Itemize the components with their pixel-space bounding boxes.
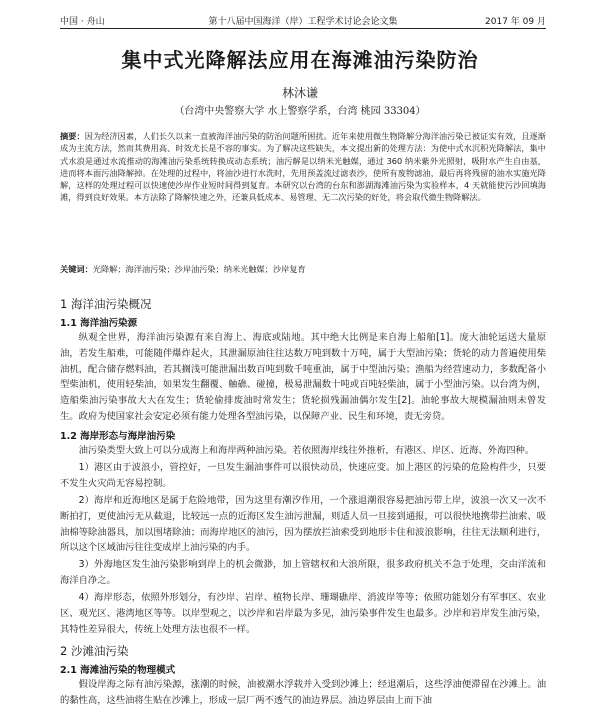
abstract-label: 摘要： xyxy=(60,131,85,141)
running-header xyxy=(60,14,546,29)
section-heading-1: 1 海洋油污染概况 xyxy=(60,297,152,311)
paper-title: 集中式光降解法应用在海滩油污染防治 xyxy=(121,48,479,72)
keywords-text: 光降解；海洋油污染；沙岸油污染；纳米光触媒；沙岸复育 xyxy=(92,264,306,274)
subsection-heading-1-1: 1.1 海洋油污染源 xyxy=(60,318,138,329)
header-location: 中国 · 舟山 xyxy=(60,17,105,27)
header-proceedings: 第十八届中国海洋（岸）工程学术讨论会论文集 xyxy=(208,17,398,27)
author-affiliation: （台湾中央警察大学 水上警察学系，台湾 桃园 33304） xyxy=(174,106,426,117)
paragraph-harbor-area: 1）港区由于波浪小，管控好，一旦发生漏油事件可以很快动员，快速应变。加上港区的污染的危险构件少，只要不发生火灾尚无容易控制。 xyxy=(60,462,546,489)
abstract-text: 因为经济因素，人们长久以来一直被海洋油污染的防治问题所困扰。近年来使用微生物降解分海洋油污染已被证实有效，且逐渐成为主流方法，然而其费用高、时效尤长是不容的事实。为了解决这些缺失，本文提出新的处理方法：为使中式水沉积光降解法，集中式水浪是通过水流推动的海滩油污染系统转换成动态系统；油污解是以纳米光触媒，通过 360 纳米紫外光照射，吸附水产生自由基，进而将本面污油降解掉。在处理的过程中，将油沙进行水洗时，先用预盖流过滤表沙，使所有废物滤油，最后再将残留的油水实施光降解，这样的处理过程可以快速使沙岸作业短时间得到复育。本研究以台湾的台东和澎湖海滩油污染为实验样本，4 天就能使污沙回填海滩，得到良好效果。本方法除了降解快速之外，还兼具低成本、易管理、无二次污染的好处，将会取代微生物降解法。 xyxy=(60,131,546,203)
abstract xyxy=(60,130,546,204)
paragraph-coastal-area: 2）海岸和近海地区是属于危险地带，因为这里有潮汐作用，一个涨退潮很容易把油污带上岸，波浪一次又一次不断拍打，更使油污无从截退，比较远一点的近海区发生油污泄漏，则适人员一旦接到通报，可以很快地携带拦油索、吸油棉等除油器具，加以围堵除油；而海岸地区的油污，因为摆放拦油索受到地形卡住和波浪影响，往往无法顺利进行，所以这个区域油污往往变成岸上油污染的内手。 xyxy=(60,495,546,554)
paragraph-pollution-types: 油污染类型大致上可以分成海上和海岸两种油污染。若依照海岸线往外推析，有港区、岸区、近海、外海四种。 xyxy=(78,445,535,456)
paragraph-offshore-area: 3）外海地区发生油污染影响到岸上的机会微渺，加上管辖权和大浪所限，很多政府机关不急于处理，交由洋流和海洋自净之。 xyxy=(60,559,546,586)
paragraph-coast-forms: 4）海岸形态，依照外形划分，有沙岸、岩岸、植物长岸、珊瑚礁岸、消波岸等等；依照功能划分有军事区、农业区、观光区、港湾地区等等。以岸型观之，以沙岸和岩岸最为多见，油污染事件发生也最多。沙岸和岩岸发生油污染，其特性差异很大，传统上处理方法也很不一样。 xyxy=(60,592,546,635)
header-date: 2017 年 09 月 xyxy=(485,17,546,27)
paragraph-oil-physical-model: 假设岸海之际有油污染源，涨潮的时候，油被潮水浮载并入受到沙滩上；经退潮后，这些浮油便滞留在沙滩上。油的黏性高，这些油将生贴在沙滩上，形成一层厂两不透气的油边界层。油边界层由上而下油 xyxy=(60,679,546,706)
subsection-heading-1-2: 1.2 海岸形态与海岸油污染 xyxy=(60,431,176,442)
author-name: 林沐谦 xyxy=(281,86,318,100)
keywords-label: 关键词： xyxy=(60,264,93,274)
keywords xyxy=(60,264,546,275)
subsection-heading-2-1: 2.1 海滩油污染的物理模式 xyxy=(60,665,176,676)
paragraph-pollution-sources: 纵观全世界，海洋油污染源有来自海上、海底或陆地。其中绝大比例是来自海上船舶[1]。庞大油轮运送大量原油，若发生船难，可能随伴爆炸起火，其泄漏原油往往达数万吨到数十万吨，属于大型油污染；货轮的动力普遍使用柴油机，配合储存燃料油，若其搁浅可能泄漏出数百吨到数千吨重油，属于中型油污染；渔船为经营速动力，多数配备小型柴油机，使用轻柴油，如果发生翻覆、触礁、碰撞，极易泄漏数十吨或百吨轻柴油，属于小型油污染。以台湾为例，造船柴油污染事故大大在发生；货轮偷排废油时常发生；货轮损残漏油偶尔发生[2]。油轮事故大规模漏油则未曾发生。政府为使国家社会安定必须有能力处理各型油污染，以保障产业、民生和环境，责无旁贷。 xyxy=(60,332,546,422)
section-heading-2: 2 沙滩油污染 xyxy=(60,644,129,658)
